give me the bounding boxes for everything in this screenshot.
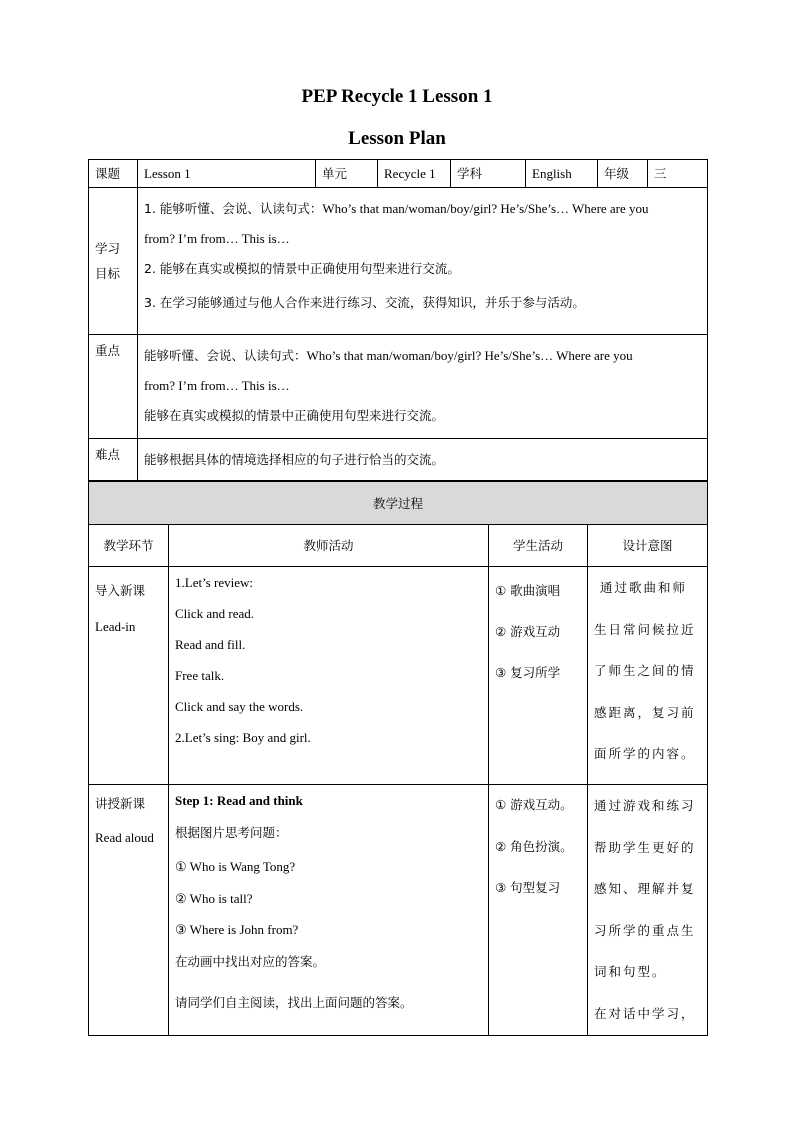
teacher-line: Free talk.: [175, 668, 225, 683]
student-activity-cell: [489, 785, 588, 1036]
teacher-line: 请同学们自主阅读，找出上面问题的答案。: [175, 995, 413, 1010]
process-band: 教学过程: [89, 482, 708, 525]
difficulty-text: 能够根据具体的情境选择相应的句子进行恰当的交流。: [138, 439, 708, 481]
stage-en: Lead-in: [95, 619, 136, 634]
design-line: 习所学的重点生: [594, 922, 696, 938]
student-line: ③ 复习所学: [495, 665, 561, 680]
design-line: 通过歌曲和师: [600, 580, 688, 595]
teacher-line: Click and say the words.: [175, 699, 304, 714]
design-intent-cell: [588, 567, 708, 785]
col-design-header: 设计意图: [588, 525, 708, 567]
design-line: 通过游戏和练习: [594, 798, 696, 813]
goal-1-text-a: Who’s that man/woman/boy/girl? He’s/She’s… Where are you: [322, 201, 649, 216]
design-line: 帮助学生更好的: [594, 839, 696, 855]
goal-2: 2. 能够在真实或模拟的情景中正确使用句型来进行交流。: [144, 261, 460, 276]
student-line: ② 游戏互动: [495, 624, 561, 639]
process-row-read-aloud: [89, 785, 708, 1036]
topic-value: Lesson 1: [138, 160, 316, 188]
key-points-content: [138, 335, 708, 439]
goal-1-text-b: from? I’m from… This is…: [144, 231, 290, 246]
design-line: 感知、理解并复: [594, 881, 696, 897]
student-activity-cell: [489, 567, 588, 785]
teacher-line: ③ Where is John from?: [175, 922, 299, 937]
col-teacher-header: 教师活动: [169, 525, 489, 567]
student-line: ② 角色扮演。: [495, 839, 573, 854]
difficulty-row: [89, 439, 708, 481]
topic-label: 课题: [89, 160, 138, 188]
lesson-info-table: [88, 159, 708, 481]
stage-en: Read aloud: [95, 830, 154, 845]
design-line: 感距离，复习前: [594, 704, 696, 720]
grade-label: 年级: [598, 160, 648, 188]
teacher-activity-cell: [169, 567, 489, 785]
design-intent-cell: [588, 785, 708, 1036]
goal-3: 3. 在学习能够通过与他人合作来进行练习、交流，获得知识，并乐于参与活动。: [144, 295, 585, 310]
document-title: PEP Recycle 1 Lesson 1: [301, 86, 493, 107]
teacher-line: Click and read.: [175, 606, 255, 621]
lesson-info-row: [89, 160, 708, 188]
key-points-text-a: Who’s that man/woman/boy/girl? He’s/She’s… Where are you: [306, 348, 633, 363]
stage-cell: [89, 785, 169, 1036]
stage-zh: 讲授新课: [95, 796, 146, 811]
difficulty-label: 难点: [89, 439, 138, 481]
stage-cell: [89, 567, 169, 785]
teacher-line: Read and fill.: [175, 637, 246, 652]
key-points-label: 重点: [89, 335, 138, 439]
unit-value: Recycle 1: [378, 160, 451, 188]
goals-label-line2: 目标: [95, 266, 121, 281]
subject-value: English: [526, 160, 598, 188]
goal-1-prefix: 1. 能够听懂、会说、认读句式：: [144, 201, 323, 216]
process-band-row: [89, 482, 708, 525]
teacher-line: 根据图片思考问题：: [175, 824, 288, 840]
unit-label: 单元: [316, 160, 378, 188]
goals-row: [89, 188, 708, 335]
teacher-line: 1.Let’s review:: [175, 575, 253, 590]
process-header-row: [89, 525, 708, 567]
teacher-line: 在动画中找出对应的答案。: [175, 953, 326, 969]
process-row-lead-in: [89, 567, 708, 785]
teacher-step-title: Step 1: Read and think: [175, 793, 303, 808]
document-subtitle: Lesson Plan: [348, 128, 446, 149]
subject-label: 学科: [451, 160, 526, 188]
design-line: 生日常问候拉近: [594, 621, 696, 637]
design-line: 在对话中学习，: [594, 1005, 696, 1021]
goals-label: [89, 188, 138, 335]
key-points-text-b: from? I’m from… This is…: [144, 378, 290, 393]
teacher-line: ① Who is Wang Tong?: [175, 859, 296, 874]
design-line: 词和句型。: [594, 964, 667, 980]
student-line: ① 游戏互动。: [495, 797, 573, 812]
goals-content: [138, 188, 708, 335]
student-line: ① 歌曲演唱: [495, 583, 561, 598]
col-stage-header: 教学环节: [89, 525, 169, 567]
design-line: 了师生之间的情: [594, 663, 696, 679]
key-points-line2: 能够在真实或模拟的情景中正确使用句型来进行交流。: [144, 408, 445, 423]
design-line: 面所学的内容。: [594, 746, 696, 762]
teacher-line: 2.Let’s sing: Boy and girl.: [175, 730, 311, 745]
goals-label-line1: 学习: [95, 241, 121, 256]
student-line: ③ 句型复习: [495, 880, 561, 895]
key-points-prefix: 能够听懂、会说、认读句式：: [144, 348, 307, 363]
teaching-process-table: [88, 481, 708, 1036]
teacher-activity-cell: [169, 785, 489, 1036]
key-points-row: [89, 335, 708, 439]
teacher-line: ② Who is tall?: [175, 890, 253, 906]
grade-value: 三: [648, 160, 708, 188]
stage-zh: 导入新课: [95, 583, 146, 598]
col-student-header: 学生活动: [489, 525, 588, 567]
